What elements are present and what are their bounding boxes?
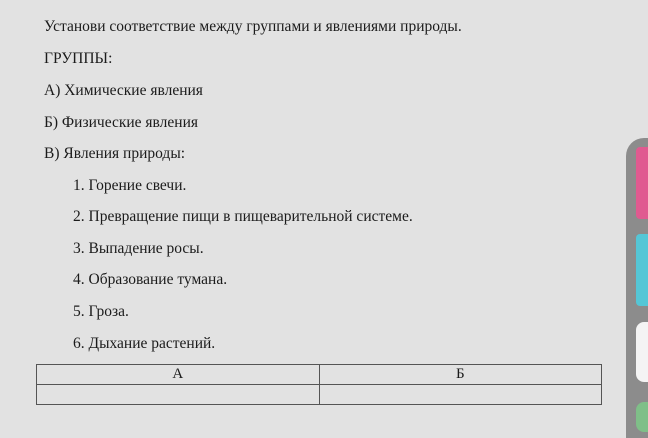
phenomenon-item-6: 6. Дыхание растений. [73,335,216,352]
answer-cell-a[interactable] [37,385,320,405]
answer-header-b: Б [319,365,602,385]
side-tab-pink[interactable] [636,147,648,219]
answer-table-header-row [37,365,602,385]
answer-header-a: А [37,365,320,385]
answer-cell-b[interactable] [319,385,602,405]
phenomenon-item-5: 5. Гроза. [73,303,129,320]
phenomenon-item-1: 1. Горение свечи. [73,177,187,194]
side-tab-cyan[interactable] [636,234,648,306]
phenomenon-item-4: 4. Образование тумана. [73,271,228,288]
side-tab-green[interactable] [636,402,648,432]
phenomenon-item-3: 3. Выпадение росы. [73,240,204,257]
phenomena-heading: В) Явления природы: [44,145,186,162]
side-tab-white[interactable] [636,322,648,382]
answer-table-row [37,385,602,405]
groups-heading: ГРУППЫ: [44,50,113,67]
phenomenon-item-2: 2. Превращение пищи в пищеварительной системе. [73,208,413,225]
group-a-label: А) Химические явления [44,82,203,99]
instruction-text: Установи соответствие между группами и явлениями природы. [44,18,462,35]
answer-table [36,364,602,405]
group-b-label: Б) Физические явления [44,114,198,131]
